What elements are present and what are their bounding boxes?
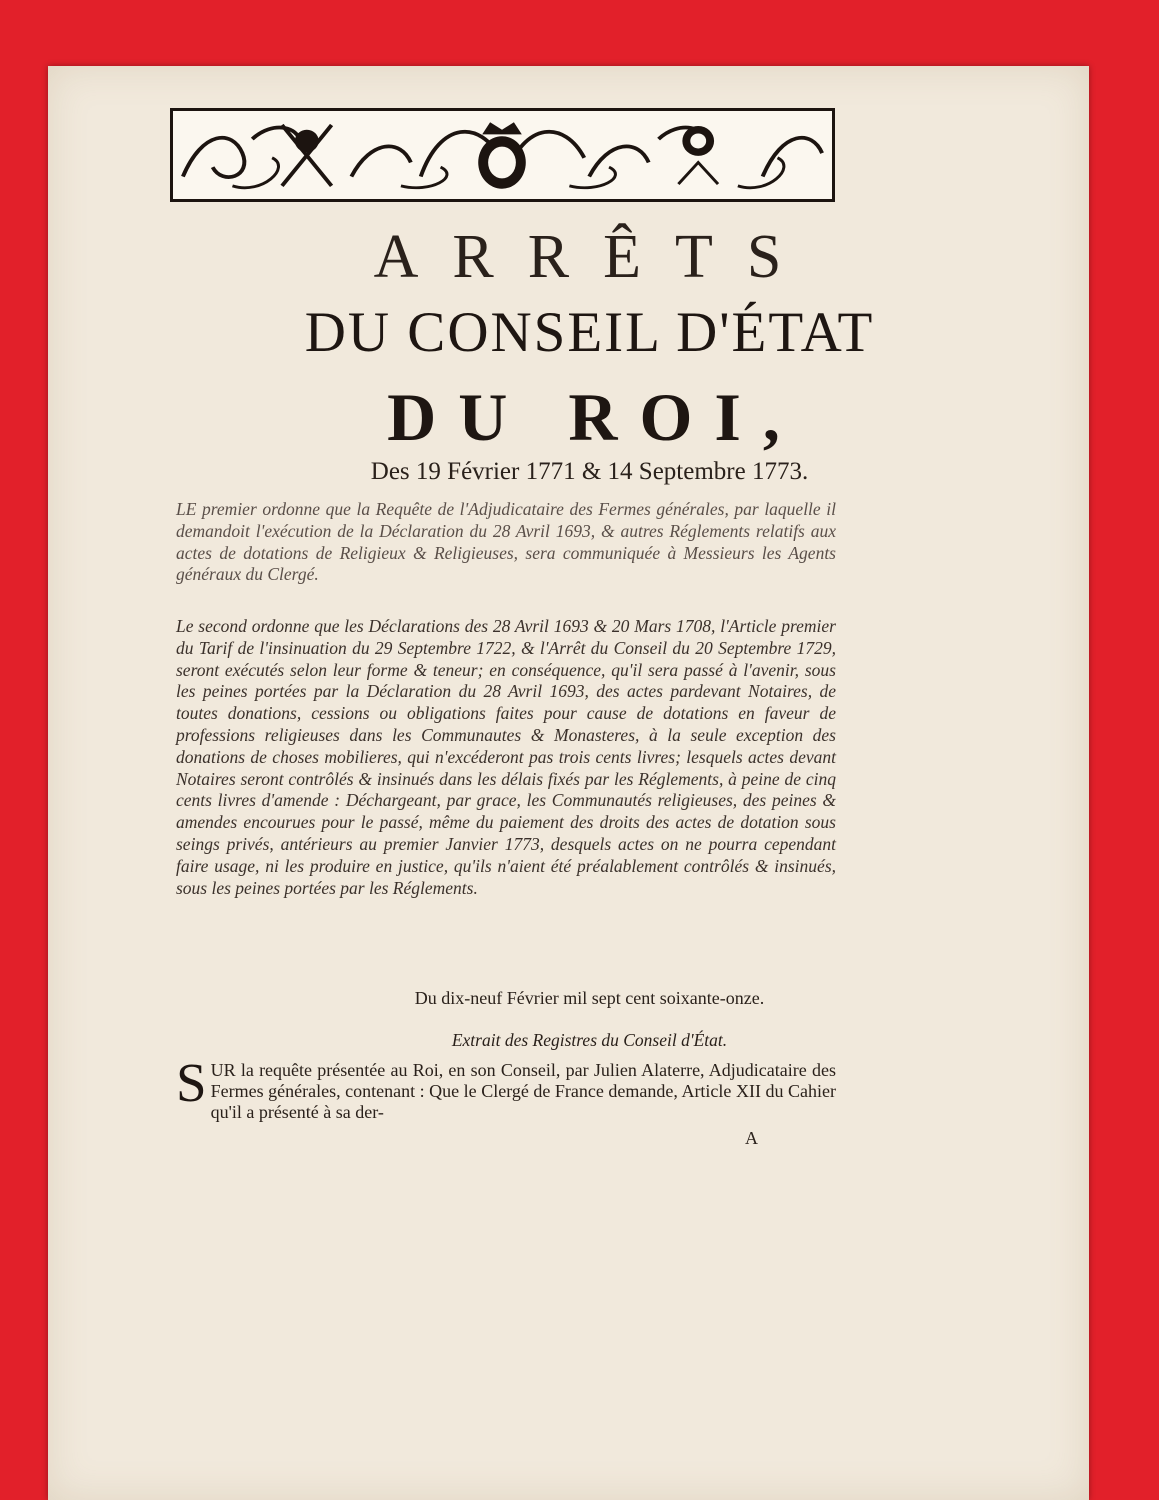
ornamental-headpiece: [170, 108, 835, 202]
signature-mark: A: [745, 1128, 758, 1148]
document-dates: Des 19 Février 1771 & 14 Septembre 1773.: [370, 458, 809, 485]
summary-paragraph-1: LE premier ordonne que la Requête de l'Adjudicataire des Fermes générales, par laquelle il demandoit l'exécution de la Déclaration du 28 Avril 1693, & autres Réglements relatifs aux actes de dotations de Religieux & Religieuses, sera communiquée à Messieurs les Agents généraux du Clergé.: [176, 499, 836, 585]
extract-heading: Extrait des Registres du Conseil d'État.: [451, 1030, 728, 1050]
body-text-content: UR la requête présentée au Roi, en son Conseil, par Julien Alaterre, Adjudicataire des Fermes générales, contenant : Que le Clergé de France demande, Article XII du Cahier qu'il a présenté à sa der-: [210, 1060, 836, 1122]
title-conseil: DU CONSEIL D'ÉTAT: [304, 301, 875, 364]
dateline: Du dix-neuf Février mil sept cent soixante-onze.: [414, 988, 765, 1008]
summary-paragraph-2: Le second ordonne que les Déclarations des 28 Avril 1693 & 20 Mars 1708, l'Article premier du Tarif de l'insinuation du 29 Septembre 1722, & l'Arrêt du Conseil du 20 Septembre 1729, seront exécutés selon leur forme & teneur; en conséquence, qu'il sera passé à l'avenir, sous les peines portées par la Déclaration du 28 Avril 1693, des actes pardevant Notaires, de toutes donations, cessions ou obligations faites pour cause de dotations en faveur de professions religieuses dans les Communautes & Monasteres, à la seule exception des donations de choses mobilieres, qui n'excéderont pas trois cents livres; lesquels actes devant Notaires seront contrôlés & insinués dans les délais fixés par les Réglements, à peine de cinq cents livres d'amende : Déchargeant, par grace, les Communautés religieuses, des peines & amendes encourues pour le passé, même du paiement des droits des actes de dotation sous seings privés, antérieurs au premier Janvier 1773, desquels actes on ne pourra cependant faire usage, ni les produire en justice, qu'ils n'aient été préalablement contrôlés & insinués, sous les peines portées par les Réglements.: [176, 616, 836, 898]
ornament-icon: [173, 111, 832, 199]
title-roi: DU ROI,: [387, 379, 802, 455]
title-arrets: ARRÊTS: [373, 223, 816, 291]
body-text: [176, 1052, 836, 1123]
drop-cap: S: [176, 1052, 207, 1113]
